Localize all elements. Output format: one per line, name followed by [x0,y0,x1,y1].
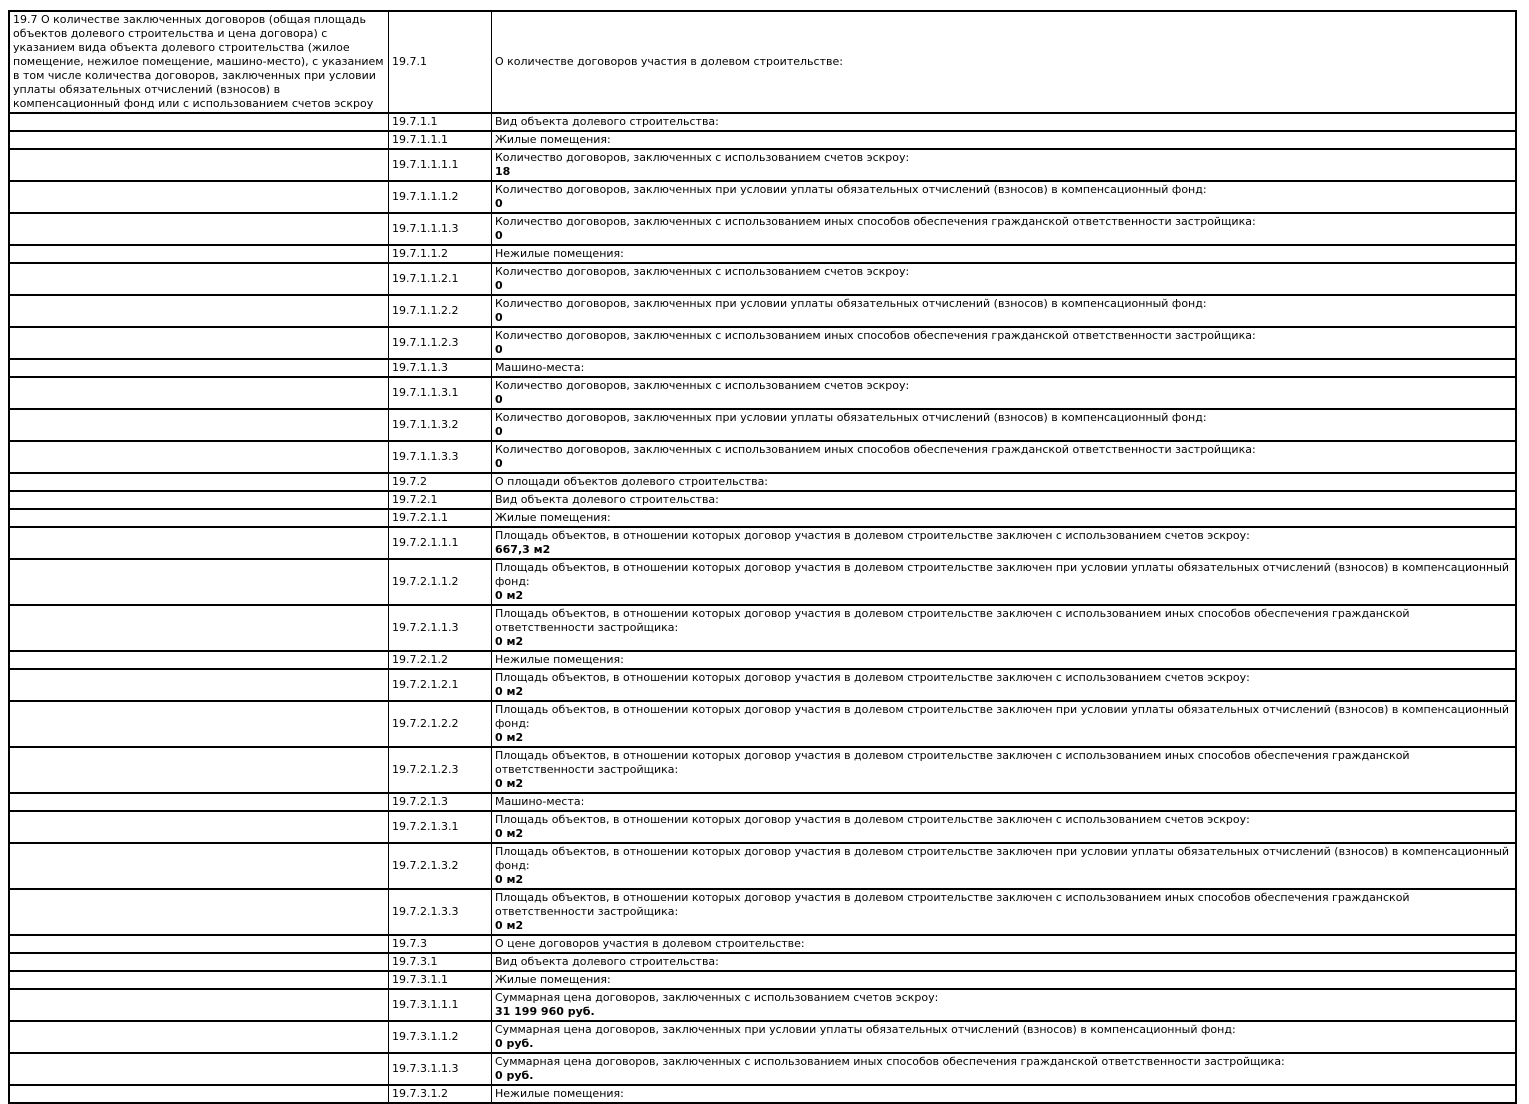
empty-left-cell [9,213,389,245]
empty-left-cell [9,327,389,359]
table-row [9,409,1516,441]
row-number: 19.7.2 [389,473,492,491]
row-label: Вид объекта долевого строительства: [495,955,719,968]
row-content-cell [492,1085,1517,1103]
row-content-cell [492,441,1517,473]
empty-left-cell [9,989,389,1021]
table-row [9,989,1516,1021]
empty-left-cell [9,113,389,131]
table-row [9,843,1516,889]
row-content-cell [492,149,1517,181]
table-row [9,651,1516,669]
table-row [9,701,1516,747]
row-value: 0 м2 [495,635,524,648]
row-number: 19.7.1.1.3.1 [389,377,492,409]
row-content-cell [492,245,1517,263]
row-number: 19.7.1.1.1 [389,131,492,149]
table-row [9,559,1516,605]
empty-left-cell [9,843,389,889]
table-row [9,811,1516,843]
row-content-cell [492,971,1517,989]
row-number: 19.7.1.1.1.2 [389,181,492,213]
empty-left-cell [9,359,389,377]
table-row [9,11,1516,113]
table-row [9,747,1516,793]
row-number: 19.7.2.1.2.2 [389,701,492,747]
row-content-cell [492,1053,1517,1085]
empty-left-cell [9,971,389,989]
section-description: 19.7 О количестве заключенных договоров (общая площадь объектов долевого строительства и цена договора) с указанием вида объекта долевого строительства (жилое помещение, нежилое помещение, машино-место), с указанием в том числе количества договоров, заключенных при условии уплаты обязательных отчислений (взносов) в компенсационный фонд или с использованием счетов эскроу [13,13,384,110]
row-number: 19.7.2.1.2 [389,651,492,669]
row-content-cell [492,669,1517,701]
table-row [9,473,1516,491]
row-value: 0 [495,197,503,210]
row-label: Площадь объектов, в отношении которых договор участия в долевом строительстве заключен с использованием иных способов обеспечения гражданской ответственности застройщика: [495,891,1410,918]
table-row [9,1053,1516,1085]
row-label: Нежилые помещения: [495,1087,624,1100]
empty-left-cell [9,245,389,263]
row-number: 19.7.2.1.3.2 [389,843,492,889]
row-label: Нежилые помещения: [495,653,624,666]
table-row [9,793,1516,811]
table-row [9,181,1516,213]
empty-left-cell [9,605,389,651]
row-number: 19.7.1.1.3.2 [389,409,492,441]
empty-left-cell [9,377,389,409]
row-number: 19.7.1.1.2 [389,245,492,263]
row-value: 0 м2 [495,685,524,698]
row-content-cell [492,359,1517,377]
row-value: 0 [495,229,503,242]
row-content-cell [492,793,1517,811]
row-label: Количество договоров, заключенных при условии уплаты обязательных отчислений (взносов) в компенсационный фонд: [495,183,1207,196]
empty-left-cell [9,701,389,747]
row-number: 19.7.1.1.2.2 [389,295,492,327]
empty-left-cell [9,1021,389,1053]
row-value: 0 [495,393,503,406]
empty-left-cell [9,935,389,953]
row-content-cell [492,181,1517,213]
empty-left-cell [9,559,389,605]
row-number: 19.7.2.1.1.3 [389,605,492,651]
row-number: 19.7.3.1.1.3 [389,1053,492,1085]
row-value: 0 [495,457,503,470]
table-row [9,953,1516,971]
row-content-cell [492,131,1517,149]
empty-left-cell [9,263,389,295]
row-label: Жилые помещения: [495,973,611,986]
row-content-cell [492,559,1517,605]
row-number: 19.7.1.1.1.3 [389,213,492,245]
row-number: 19.7.1 [389,11,492,113]
table-row [9,441,1516,473]
row-content-cell [492,527,1517,559]
row-label: Площадь объектов, в отношении которых договор участия в долевом строительстве заключен при условии уплаты обязательных отчислений (взносов) в компенсационный фонд: [495,703,1510,730]
row-number: 19.7.2.1.1.1 [389,527,492,559]
table-row [9,889,1516,935]
row-label: Площадь объектов, в отношении которых договор участия в долевом строительстве заключен при условии уплаты обязательных отчислений (взносов) в компенсационный фонд: [495,845,1510,872]
row-content-cell [492,747,1517,793]
row-label: Вид объекта долевого строительства: [495,115,719,128]
row-number: 19.7.1.1.2.3 [389,327,492,359]
row-content-cell [492,651,1517,669]
row-label: Суммарная цена договоров, заключенных с использованием иных способов обеспечения гражданской ответственности застройщика: [495,1055,1285,1068]
section-description-cell [9,11,389,113]
row-label: Суммарная цена договоров, заключенных с использованием счетов эскроу: [495,991,939,1004]
row-content-cell [492,295,1517,327]
table-row [9,131,1516,149]
row-number: 19.7.1.1.3 [389,359,492,377]
row-content-cell [492,1021,1517,1053]
row-number: 19.7.3 [389,935,492,953]
row-content-cell [492,11,1517,113]
row-label: Нежилые помещения: [495,247,624,260]
row-label: Количество договоров, заключенных с использованием иных способов обеспечения гражданской ответственности застройщика: [495,443,1256,456]
row-number: 19.7.2.1.3.1 [389,811,492,843]
row-label: Площадь объектов, в отношении которых договор участия в долевом строительстве заключен с использованием счетов эскроу: [495,813,1250,826]
row-number: 19.7.1.1 [389,113,492,131]
row-number: 19.7.2.1.1 [389,509,492,527]
row-content-cell [492,377,1517,409]
table-row [9,113,1516,131]
row-value: 0 м2 [495,873,524,886]
table-row [9,605,1516,651]
row-label: Вид объекта долевого строительства: [495,493,719,506]
row-label: Площадь объектов, в отношении которых договор участия в долевом строительстве заключен с использованием иных способов обеспечения гражданской ответственности застройщика: [495,607,1410,634]
empty-left-cell [9,409,389,441]
row-label: Жилые помещения: [495,133,611,146]
row-value: 0 [495,311,503,324]
row-content-cell [492,811,1517,843]
table-row [9,377,1516,409]
row-label: Количество договоров, заключенных при условии уплаты обязательных отчислений (взносов) в компенсационный фонд: [495,411,1207,424]
table-row [9,935,1516,953]
row-number: 19.7.3.1.1.2 [389,1021,492,1053]
empty-left-cell [9,889,389,935]
row-label: Количество договоров, заключенных с использованием иных способов обеспечения гражданской ответственности застройщика: [495,329,1256,342]
row-number: 19.7.1.1.3.3 [389,441,492,473]
row-label: Количество договоров, заключенных при условии уплаты обязательных отчислений (взносов) в компенсационный фонд: [495,297,1207,310]
row-label: Площадь объектов, в отношении которых договор участия в долевом строительстве заключен при условии уплаты обязательных отчислений (взносов) в компенсационный фонд: [495,561,1510,588]
row-number: 19.7.3.1.1 [389,971,492,989]
table-row [9,327,1516,359]
table-row [9,1085,1516,1103]
empty-left-cell [9,473,389,491]
row-number: 19.7.1.1.1.1 [389,149,492,181]
row-content-cell [492,989,1517,1021]
table-row [9,669,1516,701]
empty-left-cell [9,131,389,149]
empty-left-cell [9,1053,389,1085]
table-row [9,213,1516,245]
empty-left-cell [9,491,389,509]
row-number: 19.7.3.1.1.1 [389,989,492,1021]
declaration-table-body [9,11,1516,1103]
empty-left-cell [9,811,389,843]
empty-left-cell [9,295,389,327]
row-label: Машино-места: [495,795,585,808]
row-content-cell [492,509,1517,527]
row-value: 0 м2 [495,731,524,744]
empty-left-cell [9,793,389,811]
row-content-cell [492,889,1517,935]
row-content-cell [492,935,1517,953]
table-row [9,149,1516,181]
row-content-cell [492,263,1517,295]
table-row [9,509,1516,527]
row-value: 18 [495,165,511,178]
row-number: 19.7.2.1.2.1 [389,669,492,701]
row-number: 19.7.2.1.2.3 [389,747,492,793]
row-content-cell [492,473,1517,491]
row-label: Количество договоров, заключенных с использованием счетов эскроу: [495,265,910,278]
row-content-cell [492,491,1517,509]
row-label: Жилые помещения: [495,511,611,524]
row-number: 19.7.3.1.2 [389,1085,492,1103]
table-row [9,1021,1516,1053]
row-content-cell [492,843,1517,889]
row-label: Количество договоров, заключенных с использованием счетов эскроу: [495,151,910,164]
row-value: 0 м2 [495,827,524,840]
table-row [9,971,1516,989]
row-content-cell [492,327,1517,359]
row-content-cell [492,605,1517,651]
empty-left-cell [9,149,389,181]
row-label: Количество договоров, заключенных с использованием иных способов обеспечения гражданской ответственности застройщика: [495,215,1256,228]
row-label: О количестве договоров участия в долевом строительстве: [495,55,843,68]
row-label: Количество договоров, заключенных с использованием счетов эскроу: [495,379,910,392]
table-row [9,527,1516,559]
row-content-cell [492,213,1517,245]
row-label: Площадь объектов, в отношении которых договор участия в долевом строительстве заключен с использованием счетов эскроу: [495,671,1250,684]
table-row [9,359,1516,377]
row-number: 19.7.2.1.3 [389,793,492,811]
row-label: Машино-места: [495,361,585,374]
contracts-declaration-table [8,10,1517,1104]
table-row [9,245,1516,263]
row-value: 31 199 960 руб. [495,1005,595,1018]
row-content-cell [492,409,1517,441]
row-number: 19.7.2.1.3.3 [389,889,492,935]
row-label: Суммарная цена договоров, заключенных при условии уплаты обязательных отчислений (взносов) в компенсационный фонд: [495,1023,1236,1036]
row-number: 19.7.3.1 [389,953,492,971]
empty-left-cell [9,651,389,669]
row-label: О площади объектов долевого строительства: [495,475,769,488]
row-value: 0 [495,343,503,356]
row-value: 0 [495,425,503,438]
row-value: 0 м2 [495,919,524,932]
empty-left-cell [9,181,389,213]
empty-left-cell [9,1085,389,1103]
empty-left-cell [9,953,389,971]
table-row [9,491,1516,509]
empty-left-cell [9,441,389,473]
row-content-cell [492,701,1517,747]
row-value: 0 руб. [495,1069,534,1082]
empty-left-cell [9,527,389,559]
row-value: 667,3 м2 [495,543,551,556]
row-value: 0 [495,279,503,292]
row-label: О цене договоров участия в долевом строительстве: [495,937,805,950]
row-label: Площадь объектов, в отношении которых договор участия в долевом строительстве заключен с использованием иных способов обеспечения гражданской ответственности застройщика: [495,749,1410,776]
row-value: 0 руб. [495,1037,534,1050]
table-row [9,263,1516,295]
empty-left-cell [9,669,389,701]
empty-left-cell [9,747,389,793]
row-number: 19.7.1.1.2.1 [389,263,492,295]
row-number: 19.7.2.1.1.2 [389,559,492,605]
row-value: 0 м2 [495,777,524,790]
empty-left-cell [9,509,389,527]
row-content-cell [492,113,1517,131]
row-value: 0 м2 [495,589,524,602]
row-label: Площадь объектов, в отношении которых договор участия в долевом строительстве заключен с использованием счетов эскроу: [495,529,1250,542]
table-row [9,295,1516,327]
row-number: 19.7.2.1 [389,491,492,509]
row-content-cell [492,953,1517,971]
